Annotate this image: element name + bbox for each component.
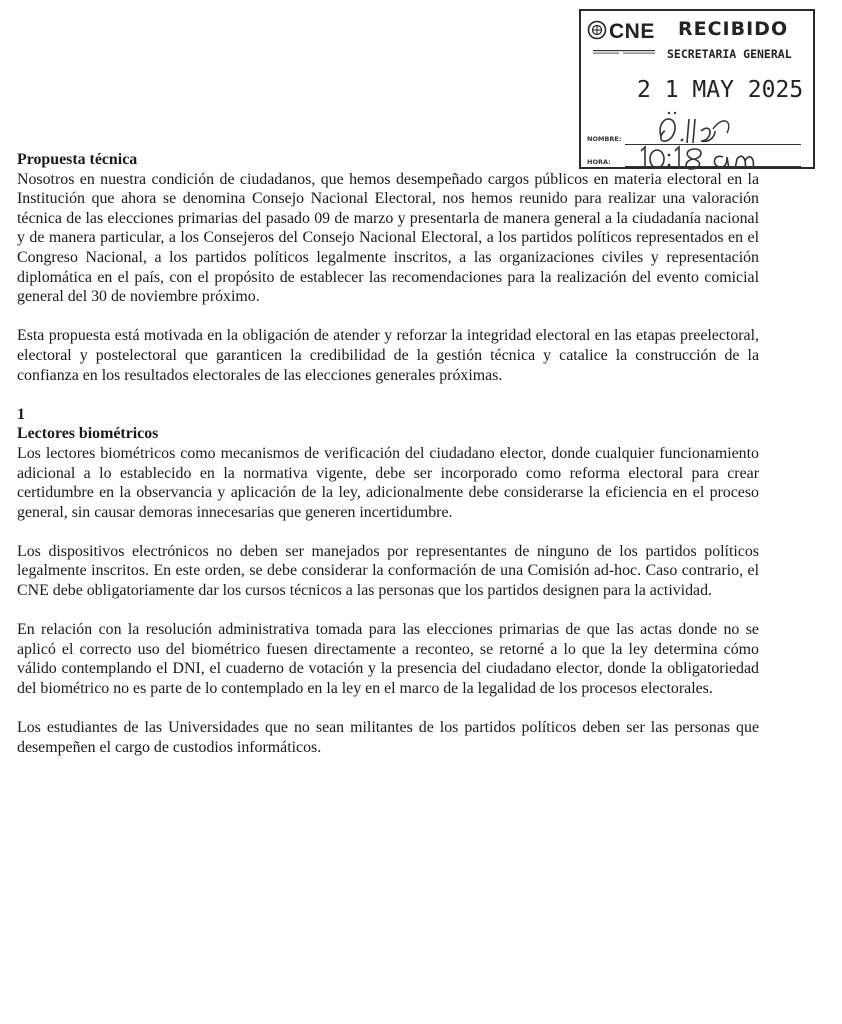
section-number: 1 [17, 405, 25, 423]
stamp-time-label: HORA: [587, 158, 611, 166]
stamp-department: SECRETARIA GENERAL [667, 47, 792, 61]
section-paragraph-4: Los estudiantes de las Universidades que no sean militantes de los partidos políticos deben ser las personas que desempeñen el cargo de custodios informáticos. [17, 719, 759, 756]
stamp-title: RECIBIDO [678, 18, 789, 40]
intro-paragraph-2: Esta propuesta está motivada en la obligación de atender y reforzar la integridad electoral en las etapas preelectoral, electoral y postelectoral que garanticen la credibilidad de la gestión técnica y catalice la construcción de la confianza en los resultados electorales de las elecciones generales próximas. [17, 327, 759, 384]
section-paragraph-3: En relación con la resolución administrativa tomada para las elecciones primarias de que las actas donde no se aplicó el correcto uso del biométrico fuesen directamente a reconteo, se retorné a lo que la ley determina cómo válido contemplando el DNI, el cuaderno de votación y la presencia del ciudadano elector, donde la obligatoriedad del biométrico no es parte de lo contemplado en la ley en el marco de la legalidad de los procesos electorales. [17, 621, 759, 698]
paragraph-spacer [17, 307, 759, 327]
document-body [17, 150, 759, 757]
paragraph-spacer [17, 601, 759, 621]
paragraph-spacer [17, 385, 759, 405]
stamp-date: 2 1 MAY 2025 [637, 77, 804, 103]
document-heading: Propuesta técnica [17, 151, 138, 168]
section-title: Lectores biométricos [17, 425, 159, 443]
seal-icon [587, 20, 607, 40]
paragraph-spacer [17, 699, 759, 719]
stamp-logo-block [587, 17, 671, 61]
paragraph-spacer [17, 522, 759, 542]
stamp-logo: CNE [609, 20, 655, 43]
received-stamp [579, 9, 815, 169]
intro-paragraph-1: Nosotros en nuestra condición de ciudadanos, que hemos desempeñado cargos públicos en materia electoral en la Institución que ahora se denomina Consejo Nacional Electoral, nos hemos reunido para realizar una valoración técnica de las elecciones primarias del pasado 09 de marzo y presentarla de manera general a la ciudadanía nacional y de manera particular, a los Consejeros del Consejo Nacional Electoral, a los partidos políticos representados en el Congreso Nacional, a los partidos políticos legalmente inscritos, a las organizaciones civiles y representación diplomática en el país, con el propósito de establecer las recomendaciones para la realización del evento comicial general del 30 de noviembre próximo. [17, 170, 759, 306]
section-paragraph-1: Los lectores biométricos como mecanismos de verificación del ciudadano elector, donde cualquier funcionamiento adicional a lo establecido en la normativa vigente, debe ser incorporado como reforma electoral para crear certidumbre en la observancia y aplicación de la ley, adicionalmente debe considerarse la eficiencia en el proceso general, sin causar demoras innecesarias que generen incertidumbre. [17, 444, 759, 521]
stamp-name-label: NOMBRE: [587, 135, 622, 143]
logo-tagline-mark [593, 49, 655, 55]
section-paragraph-2: Los dispositivos electrónicos no deben ser manejados por representantes de ninguno de los partidos políticos legalmente inscritos. En este orden, se debe considerar la conformación de una Comisión ad-hoc. Caso contrario, el CNE debe obligatoriamente dar los cursos técnicos a las personas que los partidos designen para la actividad. [17, 542, 759, 600]
